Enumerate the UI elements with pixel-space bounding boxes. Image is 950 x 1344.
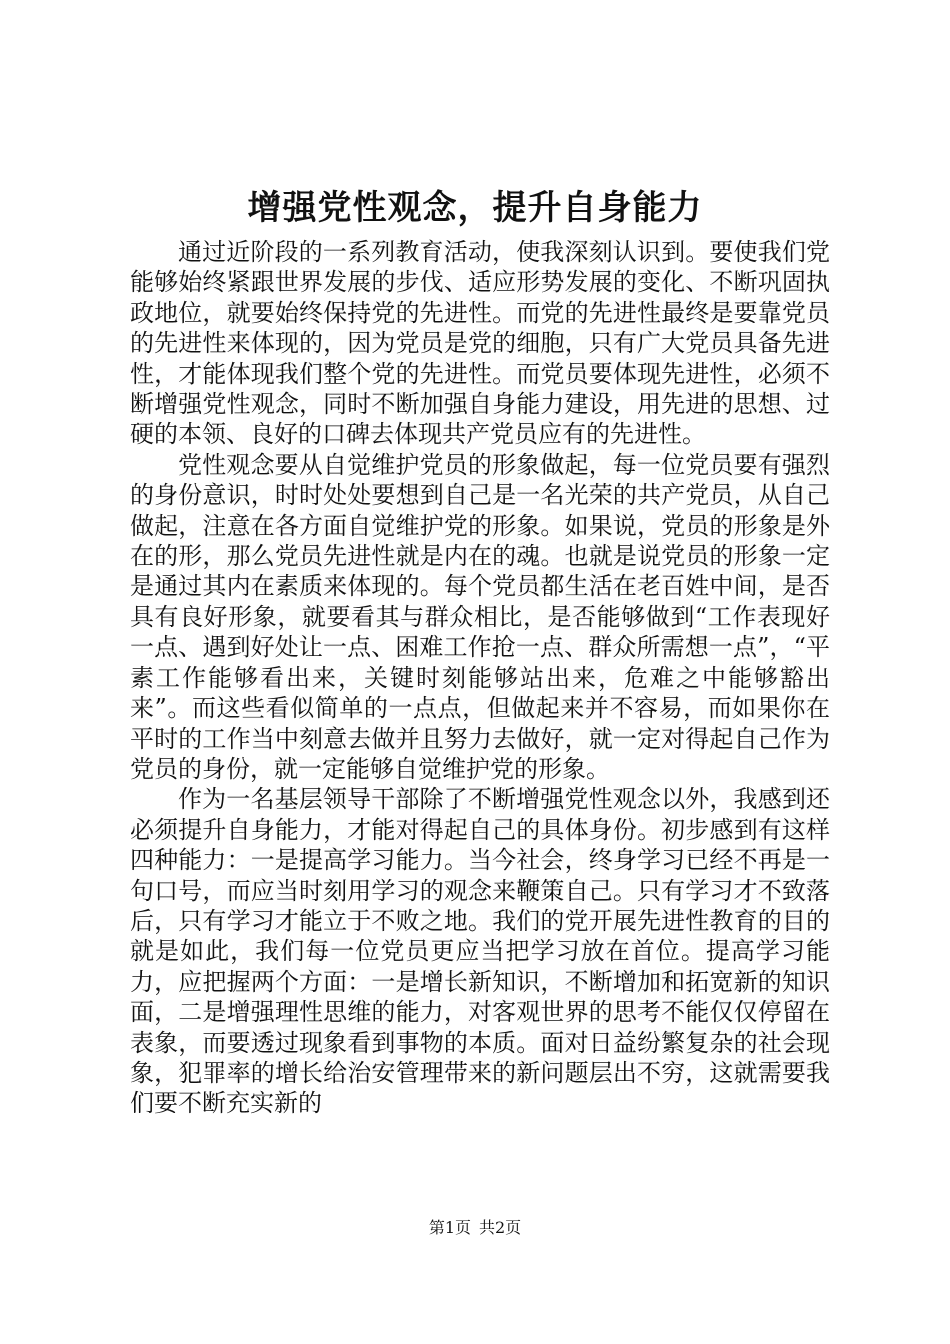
- paragraph-3: 作为一名基层领导干部除了不断增强党性观念以外，我感到还必须提升自身能力，才能对得起自己的具体身份。初步感到有这样四种能力：一是提高学习能力。当今社会，终身学习已经不再是一句口号，而应当时刻用学习的观念来鞭策自己。只有学习才不致落后，只有学习才能立于不败之地。我们的党开展先进性教育的目的就是如此，我们每一位党员更应当把学习放在首位。提高学习能力，应把握两个方面：一是增长新知识，不断增加和拓宽新的知识面，二是增强理性思维的能力，对客观世界的思考不能仅仅停留在表象，而要透过现象看到事物的本质。面对日益纷繁复杂的社会现象，犯罪率的增长给治安管理带来的新问题层出不穷，这就需要我们要不断充实新的: [130, 785, 830, 1118]
- paragraph-1: 通过近阶段的一系列教育活动，使我深刻认识到。要使我们党能够始终紧跟世界发展的步伐、适应形势发展的变化、不断巩固执政地位，就要始终保持党的先进性。而党的先进性最终是要靠党员的先进性来体现的，因为党员是党的细胞，只有广大党员具备先进性，才能体现我们整个党的先进性。而党员要体现先进性，必须不断增强党性观念，同时不断加强自身能力建设，用先进的思想、过硬的本领、良好的口碑去体现共产党员应有的先进性。: [130, 238, 830, 449]
- document-body: [130, 237, 830, 1119]
- page-title: 增强党性观念，提升自身能力: [247, 188, 703, 228]
- paragraph-2: 党性观念要从自觉维护党员的形象做起，每一位党员要有强烈的身份意识，时时处处要想到自己是一名光荣的共产党员，从自己做起，注意在各方面自觉维护党的形象。如果说，党员的形象是外在的形，那么党员先进性就是内在的魂。也就是说党员的形象一定是通过其内在素质来体现的。每个党员都生活在老百姓中间，是否具有良好形象，就要看其与群众相比，是否能够做到“工作表现好一点、遇到好处让一点、困难工作抢一点、群众所需想一点”，“平素工作能够看出来，关键时刻能够站出来，危难之中能够豁出来”。而这些看似简单的一点点，但做起来并不容易，而如果你在平时的工作当中刻意去做并且努力去做好，就一定对得起自己作为党员的身份，就一定能够自觉维护党的形象。: [130, 450, 830, 783]
- page-number: 第1页: [428, 1218, 471, 1237]
- page-footer: [0, 1218, 950, 1238]
- page-total: 共2页: [479, 1218, 522, 1237]
